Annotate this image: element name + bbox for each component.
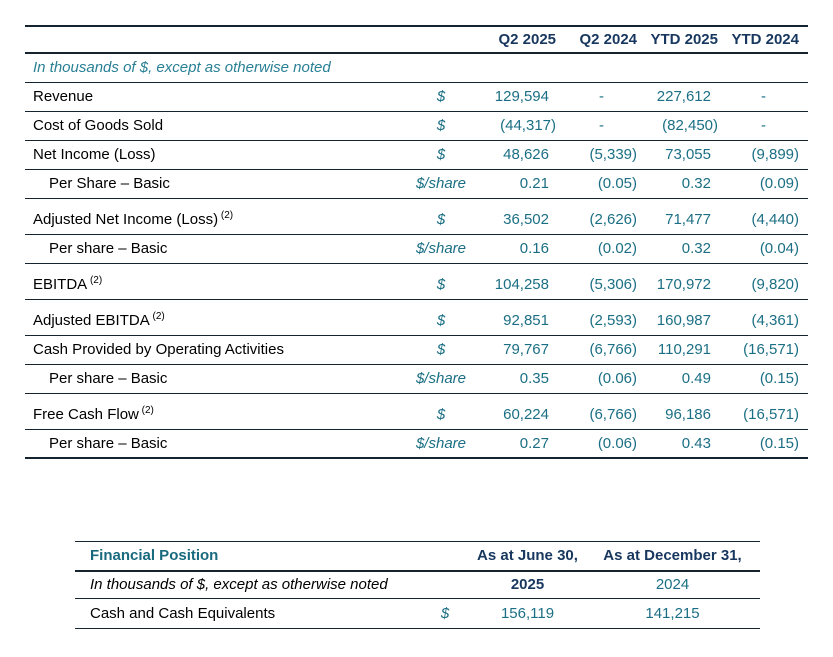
row-label: Adjusted Net Income (Loss) $^{(2)}$ bbox=[33, 209, 234, 228]
units-note-row bbox=[25, 53, 808, 82]
cell-value: 79,767 bbox=[503, 341, 549, 358]
cell-value: 141,215 bbox=[645, 605, 700, 622]
cell-value: 73,055 bbox=[665, 146, 711, 163]
cell-value: 0.49 bbox=[681, 370, 711, 387]
table-row bbox=[25, 111, 808, 140]
cell-value: (6,766) bbox=[589, 405, 637, 423]
cell-value: (2,626) bbox=[589, 210, 637, 228]
cell-value: 0.32 bbox=[681, 240, 711, 257]
row-unit: $ bbox=[436, 405, 446, 423]
spacer-cell bbox=[420, 571, 470, 599]
financial-position-table bbox=[75, 541, 760, 629]
column-header-q2-2024: Q2 2024 bbox=[579, 31, 637, 48]
table-row bbox=[25, 429, 808, 458]
header-spacer-unit bbox=[398, 26, 484, 53]
units-note: In thousands of $, except as otherwise noted bbox=[33, 59, 331, 77]
cell-value: (16,571) bbox=[743, 405, 799, 423]
row-unit: $/share bbox=[415, 175, 467, 192]
cell-value: - bbox=[761, 117, 766, 134]
table-row bbox=[25, 198, 808, 234]
row-unit: $/share bbox=[415, 240, 467, 257]
cell-value: 227,612 bbox=[656, 88, 711, 105]
cell-value: (0.06) bbox=[597, 434, 637, 452]
cell-value: 0.16 bbox=[519, 240, 549, 257]
cell-value: 160,987 bbox=[656, 311, 711, 329]
financial-position-title: Financial Position bbox=[90, 547, 219, 565]
cell-value: (0.06) bbox=[597, 370, 637, 387]
row-label: Cash Provided by Operating Activities bbox=[33, 341, 284, 358]
row-label: Per share – Basic bbox=[49, 370, 168, 387]
cell-value: - bbox=[599, 88, 604, 105]
cell-value: (9,899) bbox=[751, 146, 799, 163]
cell-value: 0.21 bbox=[519, 175, 549, 192]
cell-value: 129,594 bbox=[494, 88, 549, 105]
cell-value: 36,502 bbox=[503, 210, 549, 228]
years-note-row bbox=[75, 571, 760, 599]
table-row bbox=[25, 393, 808, 429]
year-2024: 2024 bbox=[655, 576, 690, 594]
cell-value: (0.04) bbox=[759, 240, 799, 257]
footnote-ref: (2) bbox=[218, 209, 234, 221]
footnote-ref: (2) bbox=[149, 310, 165, 322]
cell-value: 92,851 bbox=[503, 311, 549, 329]
column-header-ytd-2024: YTD 2024 bbox=[731, 31, 799, 48]
row-label: Net Income (Loss) bbox=[33, 146, 156, 163]
financial-position-header-row bbox=[75, 542, 760, 571]
cell-value: - bbox=[761, 88, 766, 105]
row-unit: $ bbox=[436, 210, 446, 228]
table-header-row bbox=[25, 26, 808, 53]
header-spacer-label bbox=[25, 26, 398, 53]
cell-value: 0.43 bbox=[681, 434, 711, 452]
row-label: EBITDA $^{(2)}$ bbox=[33, 274, 103, 293]
row-unit: $/share bbox=[415, 370, 467, 387]
column-header-june-30: As at June 30, bbox=[477, 547, 578, 565]
row-label: Cash and Cash Equivalents bbox=[90, 605, 276, 622]
table-row bbox=[25, 263, 808, 299]
table-row bbox=[25, 82, 808, 111]
cell-value: (2,593) bbox=[589, 311, 637, 329]
cell-value: (4,361) bbox=[751, 311, 799, 329]
cell-value: 96,186 bbox=[665, 405, 711, 423]
table-row bbox=[25, 234, 808, 263]
row-unit: $ bbox=[436, 146, 446, 163]
row-unit: $/share bbox=[415, 434, 467, 452]
table-row bbox=[25, 299, 808, 335]
cell-value: 104,258 bbox=[494, 275, 549, 293]
cell-value: 0.27 bbox=[519, 434, 549, 452]
cell-value: (5,339) bbox=[589, 146, 637, 163]
cell-value: (82,450) bbox=[662, 117, 718, 134]
table-row bbox=[25, 364, 808, 393]
year-2025: 2025 bbox=[510, 576, 545, 594]
row-label: Per share – Basic bbox=[49, 240, 168, 257]
column-header-december-31: As at December 31, bbox=[603, 547, 742, 565]
cell-value: (0.02) bbox=[597, 240, 637, 257]
row-label: Revenue bbox=[33, 88, 94, 105]
cell-value: 110,291 bbox=[657, 341, 711, 358]
row-label: Per share – Basic bbox=[49, 434, 168, 452]
cell-value: 156,119 bbox=[500, 605, 555, 622]
column-header-q2-2025: Q2 2025 bbox=[498, 31, 556, 48]
row-label: Cost of Goods Sold bbox=[33, 117, 164, 134]
table-row bbox=[25, 169, 808, 198]
row-unit: $ bbox=[436, 117, 446, 134]
row-unit: $ bbox=[436, 275, 446, 293]
row-unit: $ bbox=[440, 605, 450, 622]
table-row bbox=[25, 335, 808, 364]
units-note-2: In thousands of $, except as otherwise noted bbox=[90, 576, 388, 594]
row-unit: $ bbox=[436, 311, 446, 329]
cell-value: (4,440) bbox=[751, 210, 799, 228]
cell-value: 60,224 bbox=[503, 405, 549, 423]
cell-value: (16,571) bbox=[743, 341, 799, 358]
footnote-ref: (2) bbox=[87, 274, 103, 286]
cell-value: (0.15) bbox=[759, 370, 799, 387]
row-unit: $ bbox=[436, 88, 446, 105]
row-unit: $ bbox=[436, 341, 446, 358]
cell-value: 0.32 bbox=[681, 175, 711, 192]
cell-value: (5,306) bbox=[589, 275, 637, 293]
cell-value: (9,820) bbox=[751, 275, 799, 293]
header-spacer-unit2 bbox=[420, 542, 470, 571]
cell-value: 48,626 bbox=[503, 146, 549, 163]
cell-value: 170,972 bbox=[656, 275, 711, 293]
cell-value: 71,477 bbox=[665, 210, 711, 228]
cell-value: (44,317) bbox=[500, 117, 556, 134]
cell-value: 0.35 bbox=[519, 370, 549, 387]
cell-value: - bbox=[599, 117, 604, 134]
footnote-ref: (2) bbox=[138, 404, 154, 416]
row-label: Free Cash Flow $^{(2)}$ bbox=[33, 404, 154, 423]
cell-value: (0.09) bbox=[759, 175, 799, 192]
quarterly-results-table bbox=[25, 25, 808, 459]
table-row bbox=[25, 140, 808, 169]
table-row bbox=[75, 599, 760, 629]
cell-value: (0.15) bbox=[759, 434, 799, 452]
row-label: Per Share – Basic bbox=[49, 175, 170, 192]
row-label: Adjusted EBITDA $^{(2)}$ bbox=[33, 310, 165, 329]
cell-value: (0.05) bbox=[597, 175, 637, 192]
cell-value: (6,766) bbox=[589, 341, 637, 358]
column-header-ytd-2025: YTD 2025 bbox=[650, 31, 718, 48]
